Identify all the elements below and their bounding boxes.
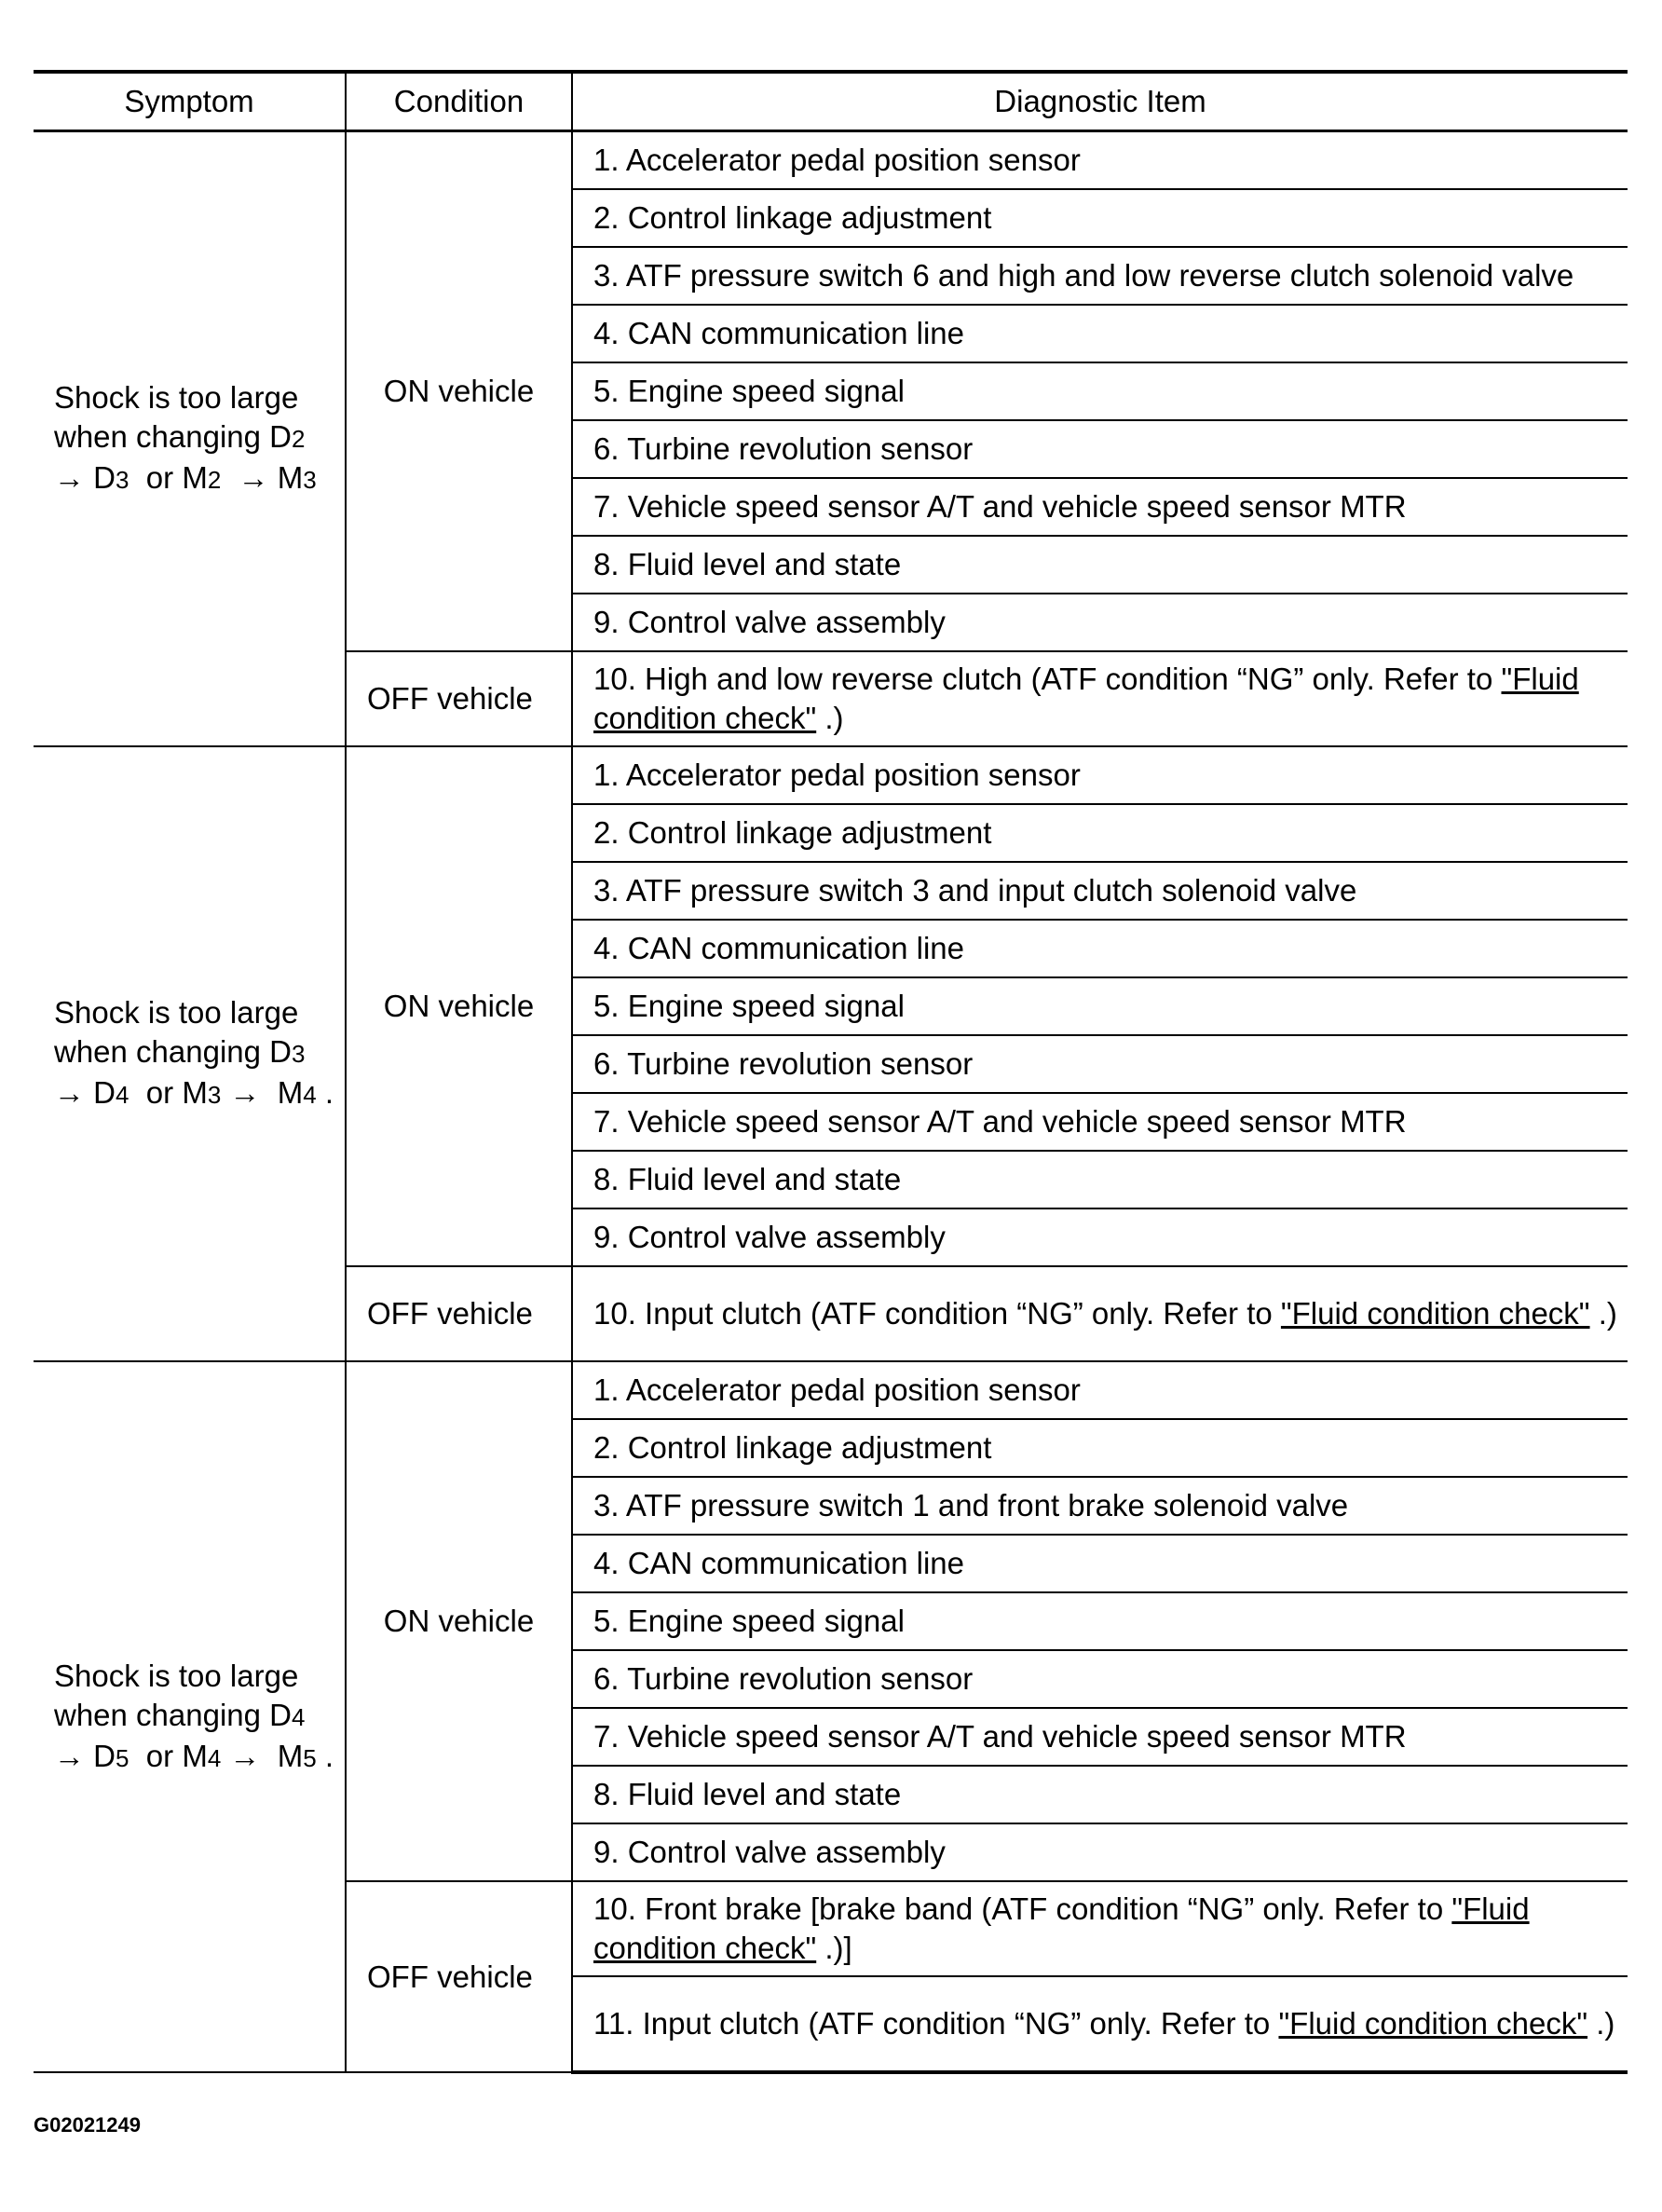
symptom-line: Shock is too large bbox=[54, 995, 299, 1030]
diagnostic-item: 3. ATF pressure switch 6 and high and low reverse clutch solenoid valve bbox=[572, 247, 1628, 305]
symptom-cell bbox=[34, 131, 346, 747]
table-row bbox=[34, 746, 1628, 804]
header-row bbox=[34, 72, 1628, 131]
diagnostic-item: 3. ATF pressure switch 3 and input clutch solenoid valve bbox=[572, 862, 1628, 920]
item-text: 10. High and low reverse clutch (ATF condition “NG” only. Refer to bbox=[593, 662, 1502, 696]
gear-number: 5 bbox=[303, 1743, 317, 1772]
diagnostic-table-container bbox=[34, 70, 1628, 2074]
diagnostic-item: 7. Vehicle speed sensor A/T and vehicle speed sensor MTR bbox=[572, 478, 1628, 536]
symptom-line bbox=[54, 417, 339, 458]
item-text: .) bbox=[1587, 2006, 1615, 2041]
symptom-line bbox=[54, 1737, 339, 1778]
diagnostic-item: 5. Engine speed signal bbox=[572, 977, 1628, 1035]
table-row bbox=[34, 131, 1628, 190]
condition-off-vehicle: OFF vehicle bbox=[346, 1881, 572, 2072]
symptom-text: when changing D bbox=[54, 1034, 293, 1069]
diagnostic-item bbox=[572, 651, 1628, 746]
symptom-cell bbox=[34, 1361, 346, 2072]
diagnostic-item: 2. Control linkage adjustment bbox=[572, 1419, 1628, 1477]
diagnostic-item: 5. Engine speed signal bbox=[572, 1592, 1628, 1650]
diagnostic-item: 2. Control linkage adjustment bbox=[572, 804, 1628, 862]
diagnostic-item: 2. Control linkage adjustment bbox=[572, 189, 1628, 247]
symptom-text: → D bbox=[54, 1075, 116, 1110]
gear-number: 4 bbox=[116, 1081, 129, 1109]
table-row bbox=[34, 1361, 1628, 1419]
header-symptom: Symptom bbox=[34, 72, 346, 131]
condition-on-vehicle: ON vehicle bbox=[346, 1361, 572, 1881]
symptom-text: → D bbox=[54, 460, 116, 495]
diagnostic-item: 9. Control valve assembly bbox=[572, 1823, 1628, 1881]
symptom-text: . bbox=[316, 1075, 334, 1110]
diagnostic-item: 4. CAN communication line bbox=[572, 305, 1628, 362]
symptom-line bbox=[54, 458, 339, 499]
gear-number: 2 bbox=[207, 466, 222, 494]
condition-off-vehicle: OFF vehicle bbox=[346, 651, 572, 746]
diagnostic-item: 9. Control valve assembly bbox=[572, 594, 1628, 651]
symptom-line bbox=[54, 1032, 339, 1073]
fluid-condition-check-link[interactable]: "Fluid condition check" bbox=[593, 1891, 1530, 1965]
diagnostic-item: 7. Vehicle speed sensor A/T and vehicle speed sensor MTR bbox=[572, 1708, 1628, 1766]
item-text: 10. Front brake [brake band (ATF condition “NG” only. Refer to bbox=[593, 1891, 1452, 1926]
symptom-text: or M bbox=[129, 1075, 208, 1110]
symptom-line: Shock is too large bbox=[54, 1658, 299, 1693]
diagnostic-item: 4. CAN communication line bbox=[572, 1535, 1628, 1592]
diagnostic-item: 6. Turbine revolution sensor bbox=[572, 1650, 1628, 1708]
figure-id: G02021249 bbox=[34, 2113, 141, 2137]
gear-number: 4 bbox=[292, 1702, 306, 1731]
gear-number: 4 bbox=[303, 1081, 317, 1109]
header-condition: Condition bbox=[346, 72, 572, 131]
symptom-cell bbox=[34, 746, 346, 1361]
item-text: .) bbox=[1589, 1296, 1617, 1331]
diagnostic-item: 7. Vehicle speed sensor A/T and vehicle speed sensor MTR bbox=[572, 1093, 1628, 1151]
diagnostic-item: 9. Control valve assembly bbox=[572, 1208, 1628, 1266]
symptom-text: when changing D bbox=[54, 1697, 293, 1732]
symptom-line bbox=[54, 1696, 339, 1737]
diagnostic-item: 6. Turbine revolution sensor bbox=[572, 1035, 1628, 1093]
gear-number: 3 bbox=[292, 1040, 306, 1068]
diagnostic-item: 1. Accelerator pedal position sensor bbox=[572, 746, 1628, 804]
symptom-text: or M bbox=[129, 460, 208, 495]
symptom-line bbox=[54, 1073, 339, 1114]
item-text: 11. Input clutch (ATF condition “NG” only. Refer to bbox=[593, 2006, 1279, 2041]
diagnostic-item: 8. Fluid level and state bbox=[572, 1151, 1628, 1208]
symptom-text: → M bbox=[221, 1738, 304, 1773]
gear-number: 2 bbox=[292, 425, 306, 453]
gear-number: 3 bbox=[116, 466, 129, 494]
table-body bbox=[34, 131, 1628, 2073]
diagnostic-item bbox=[572, 1266, 1628, 1361]
fluid-condition-check-link[interactable]: "Fluid condition check" bbox=[1278, 2006, 1588, 2041]
diagnostic-item: 6. Turbine revolution sensor bbox=[572, 420, 1628, 478]
item-text: .)] bbox=[816, 1931, 852, 1965]
diagnostic-item: 3. ATF pressure switch 1 and front brake solenoid valve bbox=[572, 1477, 1628, 1535]
gear-number: 3 bbox=[303, 466, 317, 494]
fluid-condition-check-link[interactable]: "Fluid condition check" bbox=[1280, 1296, 1590, 1331]
condition-off-vehicle: OFF vehicle bbox=[346, 1266, 572, 1361]
fluid-condition-check-link[interactable]: "Fluid condition check" bbox=[593, 662, 1579, 735]
gear-number: 5 bbox=[116, 1743, 129, 1772]
gear-number: 3 bbox=[207, 1081, 222, 1109]
item-text: 10. Input clutch (ATF condition “NG” only. Refer to bbox=[593, 1296, 1281, 1331]
diagnostic-item bbox=[572, 1976, 1628, 2072]
condition-on-vehicle: ON vehicle bbox=[346, 746, 572, 1266]
item-text: .) bbox=[816, 701, 844, 735]
symptom-text: or M bbox=[129, 1738, 208, 1773]
diagnostic-item: 4. CAN communication line bbox=[572, 920, 1628, 977]
diagnostic-item: 1. Accelerator pedal position sensor bbox=[572, 1361, 1628, 1419]
symptom-text: → M bbox=[221, 460, 304, 495]
symptom-line: Shock is too large bbox=[54, 380, 299, 415]
symptom-text: → D bbox=[54, 1738, 116, 1773]
symptom-text: when changing D bbox=[54, 419, 293, 454]
diagnostic-item: 8. Fluid level and state bbox=[572, 536, 1628, 594]
symptom-text: . bbox=[316, 1738, 334, 1773]
diagnostic-item bbox=[572, 1881, 1628, 1976]
symptom-text: → M bbox=[221, 1075, 304, 1110]
diagnostic-item: 8. Fluid level and state bbox=[572, 1766, 1628, 1823]
diagnostic-table bbox=[34, 70, 1628, 2074]
diagnostic-item: 1. Accelerator pedal position sensor bbox=[572, 131, 1628, 190]
diagnostic-item: 5. Engine speed signal bbox=[572, 362, 1628, 420]
condition-on-vehicle: ON vehicle bbox=[346, 131, 572, 652]
gear-number: 4 bbox=[207, 1743, 222, 1772]
header-diagnostic-item: Diagnostic Item bbox=[572, 72, 1628, 131]
